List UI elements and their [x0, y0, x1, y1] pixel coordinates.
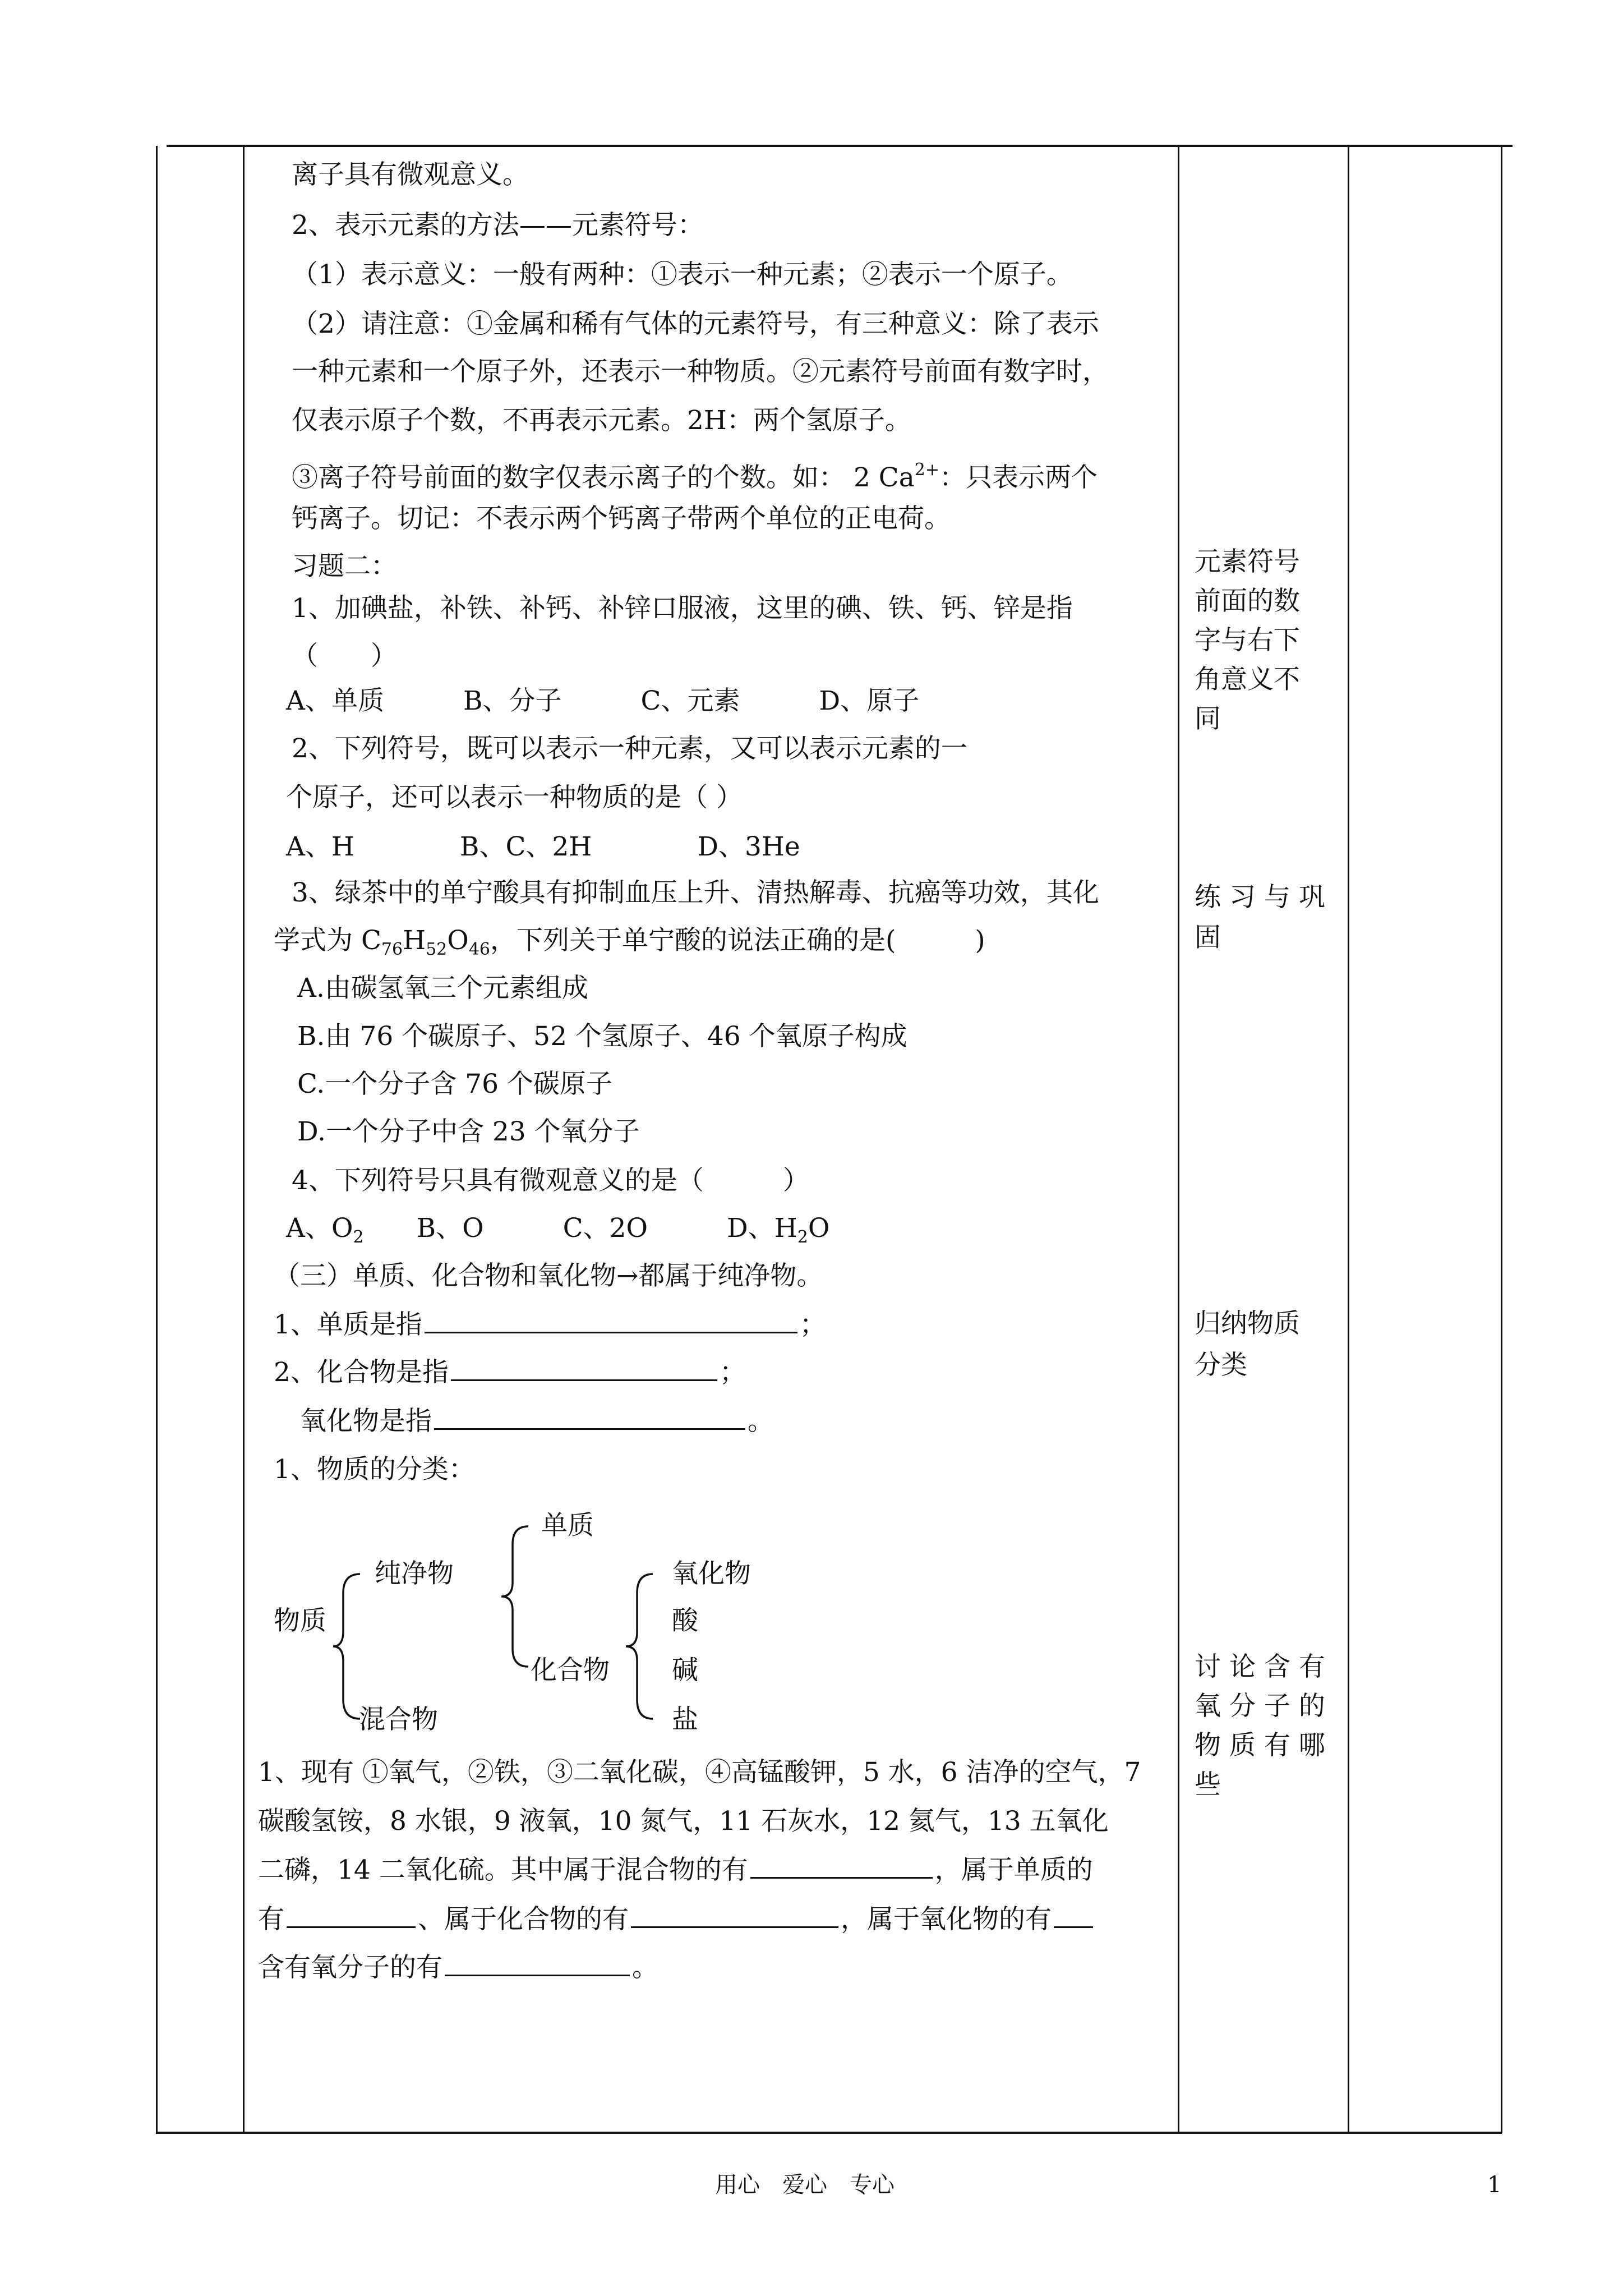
text-segment: O [808, 1213, 830, 1244]
answer-blank[interactable] [750, 1852, 933, 1879]
fill-in-line [300, 1404, 774, 1438]
table-column-line-4 [1348, 146, 1349, 2133]
answer-option: A.由碳氢氧三个元素组成 [297, 973, 588, 1004]
margin-note: 同 [1195, 703, 1221, 734]
text-segment: B、O C、2O D、H [363, 1213, 797, 1244]
answer-blank[interactable] [451, 1355, 717, 1381]
tree-node-pure: 纯净物 [375, 1558, 454, 1589]
margin-note: 些 [1195, 1769, 1221, 1800]
margin-note: 物 质 有 哪 [1195, 1730, 1325, 1761]
answer-blank[interactable] [287, 1902, 416, 1928]
fill-in-line [258, 1944, 658, 1991]
subscript: 2 [353, 1227, 364, 1247]
text-segment: ，属于单质的 [934, 1855, 1093, 1885]
text-segment: O [447, 925, 469, 956]
text-line: 仅表示原子个数，不再表示元素。2H：两个氢原子。 [292, 405, 911, 436]
text-segment: 。 [632, 1952, 658, 1983]
question-line: （ ） [292, 641, 397, 671]
fill-in-line [274, 1307, 826, 1342]
fill-in-line [274, 1355, 746, 1389]
margin-note: 归纳物质 [1195, 1308, 1300, 1339]
table-column-line-1 [156, 146, 158, 2133]
charge-superscript: 2+ [914, 460, 940, 480]
brace-pure [499, 1523, 533, 1670]
question-line: 3、绿茶中的单宁酸具有抑制血压上升、清热解毒、抗癌等功效，其化 [292, 877, 1099, 908]
page-number: 1 [1487, 2172, 1502, 2198]
text-segment: ； [719, 1357, 746, 1388]
text-line: 习题二： [292, 551, 397, 582]
tree-node-root: 物质 [274, 1605, 326, 1636]
text-segment: H [403, 925, 426, 956]
text-segment: ； [799, 1309, 826, 1340]
answer-option: C.一个分子含 76 个碳原子 [297, 1069, 612, 1099]
tree-node-oxide: 氧化物 [672, 1558, 751, 1589]
text-segment: A、O [286, 1213, 353, 1244]
text-segment: 二磷，14 二氧化硫。其中属于混合物的有 [258, 1855, 748, 1885]
tree-node-compound: 化合物 [531, 1655, 610, 1686]
text-line: 一种元素和一个原子外，还表示一种物质。②元素符号前面有数字时， [292, 356, 1109, 387]
tree-node-element: 单质 [541, 1510, 594, 1541]
text-segment: 有 [258, 1904, 284, 1935]
table-column-line-2 [243, 146, 245, 2133]
margin-note: 元素符号 [1195, 546, 1300, 577]
question-line: 个原子，还可以表示一种物质的是（ ） [286, 782, 743, 813]
brace-root [331, 1571, 365, 1722]
text-line: （2）请注意：①金属和稀有气体的元素符号，有三种意义：除了表示 [292, 309, 1099, 339]
tree-node-base: 碱 [672, 1655, 698, 1686]
formula: 2 Ca [853, 462, 915, 493]
text-segment: ，下列关于单宁酸的说法正确的是( ) [490, 925, 985, 956]
tree-node-acid: 酸 [672, 1605, 698, 1636]
margin-note: 练 习 与 巩 [1195, 882, 1325, 913]
tree-node-mixture: 混合物 [359, 1704, 438, 1735]
text-line: （1）表示意义：一般有两种：①表示一种元素；②表示一个原子。 [292, 259, 1073, 290]
subscript: 46 [468, 940, 491, 959]
subscript: 76 [381, 940, 403, 959]
text-segment: 1、单质是指 [274, 1309, 422, 1340]
answer-blank[interactable] [434, 1404, 745, 1430]
answer-blank[interactable] [1054, 1902, 1093, 1928]
margin-note: 讨 论 含 有 [1195, 1651, 1325, 1682]
question-line: 2、下列符号，既可以表示一种元素，又可以表示元素的一 [292, 733, 967, 764]
table-column-line-5 [1501, 146, 1502, 2133]
text-segment: ：只表示两个 [939, 462, 1098, 493]
answer-blank[interactable] [631, 1902, 838, 1928]
fill-in-line [258, 1896, 1095, 1943]
table-column-line-3 [1178, 146, 1179, 2133]
question-line [274, 924, 985, 967]
text-segment: 学式为 C [274, 925, 381, 956]
brace-compound [624, 1571, 657, 1722]
text-line: 碳酸氢铵，8 水银，9 液氧，10 氮气，11 石灰水，12 氦气，13 五氧化 [258, 1806, 1109, 1837]
table-top-border [167, 145, 1513, 147]
text-line: 2、表示元素的方法——元素符号： [292, 210, 704, 241]
question-line: 4、下列符号只具有微观意义的是（ ） [292, 1165, 809, 1196]
answer-blank[interactable] [445, 1950, 630, 1976]
footer-motto: 用心 爱心 专心 [715, 2172, 895, 2198]
fill-in-line [258, 1847, 1093, 1894]
text-segment: 氧化物是指 [300, 1406, 432, 1437]
text-segment: 、属于化合物的有 [418, 1904, 629, 1935]
subscript: 2 [797, 1227, 808, 1247]
margin-note: 前面的数 [1195, 586, 1300, 616]
answer-option: B.由 76 个碳原子、52 个氢原子、46 个氧原子构成 [297, 1021, 907, 1052]
text-segment: 。 [748, 1406, 774, 1437]
section-heading: （三）单质、化合物和氧化物→都属于纯净物。 [274, 1260, 823, 1291]
question-line: 1、加碘盐，补铁、补钙、补锌口服液，这里的碘、铁、钙、锌是指 [292, 593, 1073, 624]
margin-note: 字与右下 [1195, 625, 1300, 656]
margin-note: 氧 分 子 的 [1195, 1691, 1325, 1722]
answer-options: A、H B、C、2H D、3He [286, 831, 800, 862]
margin-note: 角意义不 [1195, 664, 1300, 695]
text-line: 1、物质的分类： [274, 1454, 475, 1485]
text-line [292, 453, 1098, 495]
answer-options: A、单质 B、分子 C、元素 D、原子 [286, 685, 920, 716]
text-segment: ③离子符号前面的数字仅表示离子的个数。如： [292, 462, 845, 493]
subscript: 52 [426, 940, 448, 959]
margin-note: 分类 [1195, 1350, 1247, 1381]
text-segment: ，属于氧化物的有 [841, 1904, 1052, 1935]
margin-note: 固 [1195, 922, 1221, 953]
text-segment: 2、化合物是指 [274, 1357, 449, 1388]
text-line: 钙离子。切记：不表示两个钙离子带两个单位的正电荷。 [292, 503, 951, 534]
tree-node-salt: 盐 [672, 1704, 698, 1735]
answer-options [286, 1212, 829, 1254]
answer-option: D.一个分子中含 23 个氧分子 [297, 1116, 640, 1147]
answer-blank[interactable] [425, 1307, 797, 1333]
text-line: 1、现有 ①氧气，②铁，③二氧化碳，④高锰酸钾，5 水，6 洁净的空气，7 [258, 1757, 1141, 1788]
text-segment: 含有氧分子的有 [258, 1952, 442, 1983]
table-bottom-border [156, 2132, 1502, 2134]
text-line: 离子具有微观意义。 [292, 159, 529, 190]
